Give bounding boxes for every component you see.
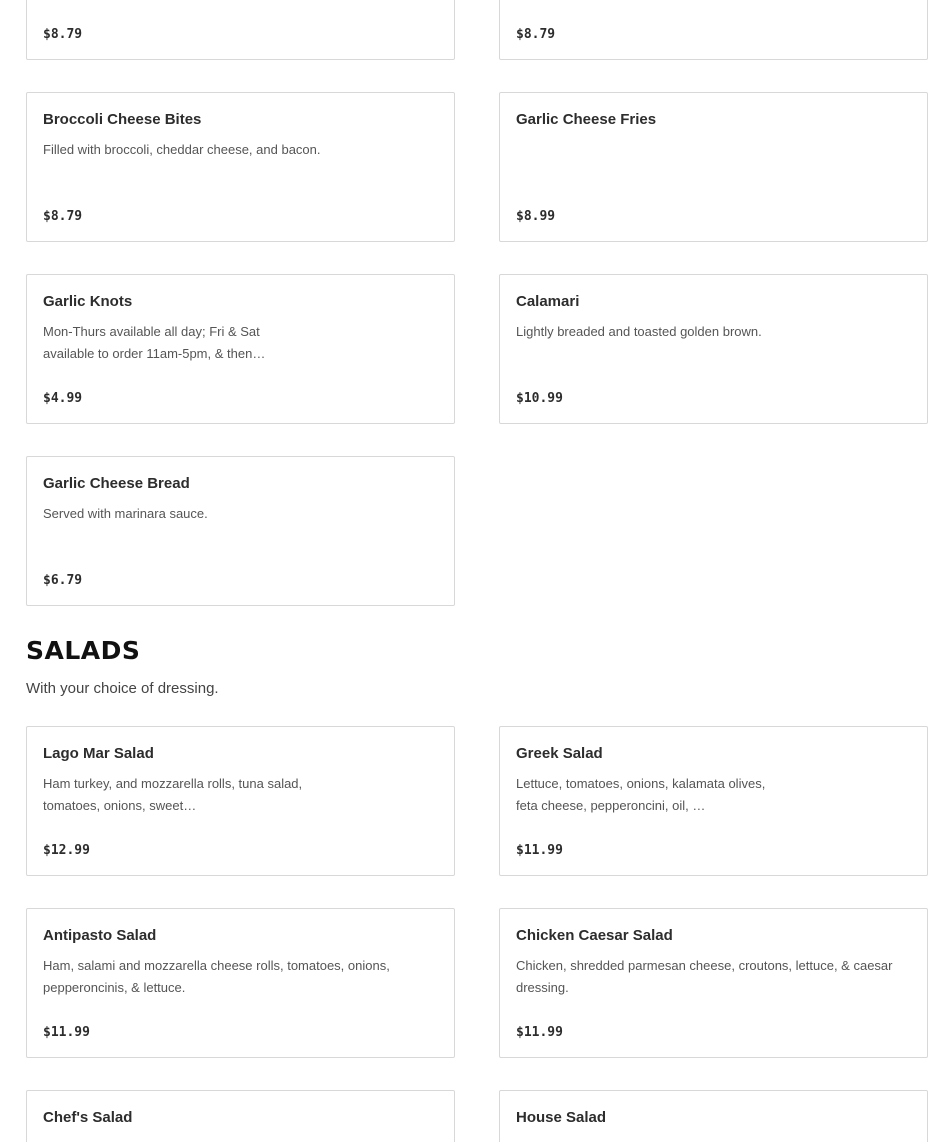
section-subtitle: With your choice of dressing. bbox=[26, 680, 219, 697]
menu-item-price: $8.99 bbox=[516, 209, 556, 224]
menu-item-greek-salad[interactable] bbox=[499, 726, 928, 876]
menu-item-price: $4.99 bbox=[43, 391, 83, 406]
menu-item-price: $8.79 bbox=[43, 209, 83, 224]
menu-item-name: House Salad bbox=[516, 1109, 607, 1126]
menu-item-house-salad[interactable] bbox=[499, 1090, 928, 1142]
menu-item-price: $8.79 bbox=[516, 27, 556, 42]
menu-item-name: Lago Mar Salad bbox=[43, 745, 154, 762]
menu-item-garlic-cheese-bread[interactable] bbox=[26, 456, 455, 606]
menu-item-name: Garlic Cheese Fries bbox=[516, 111, 657, 128]
menu-item-price: $11.99 bbox=[43, 1025, 90, 1040]
menu-item-name: Greek Salad bbox=[516, 745, 603, 762]
menu-item-name: Chef's Salad bbox=[43, 1109, 133, 1126]
menu-item-lago-mar-salad[interactable] bbox=[26, 726, 455, 876]
menu-item-description: Served with marinara sauce. bbox=[43, 506, 208, 521]
menu-item-description: Chicken, shredded parmesan cheese, croutons, lettuce, & caesar dressing. bbox=[516, 958, 893, 995]
menu-item-name: Calamari bbox=[516, 293, 580, 310]
menu-item-description: Lettuce, tomatoes, onions, kalamata olives, feta cheese, pepperoncini, oil, … bbox=[516, 776, 766, 813]
menu-item-calamari[interactable] bbox=[499, 274, 928, 424]
menu-item-garlic-knots[interactable] bbox=[26, 274, 455, 424]
menu-item-price: $6.79 bbox=[43, 573, 83, 588]
menu-item-garlic-cheese-fries[interactable] bbox=[499, 92, 928, 242]
menu-item-description: Lightly breaded and toasted golden brown. bbox=[516, 324, 762, 339]
menu-item-name: Antipasto Salad bbox=[43, 927, 157, 944]
menu-item-price: $11.99 bbox=[516, 843, 563, 858]
menu-item-description: Ham turkey, and mozzarella rolls, tuna salad, tomatoes, onions, sweet… bbox=[43, 776, 303, 813]
section-title: SALADS bbox=[26, 636, 141, 665]
menu-item-card[interactable] bbox=[499, 0, 928, 60]
menu-item-price: $8.79 bbox=[43, 27, 83, 42]
menu-item-description: Filled with broccoli, cheddar cheese, and bacon. bbox=[43, 142, 321, 157]
menu-item-name: Garlic Cheese Bread bbox=[43, 475, 190, 492]
menu-item-name: Garlic Knots bbox=[43, 293, 133, 310]
menu-item-card[interactable] bbox=[26, 0, 455, 60]
menu-item-broccoli-cheese-bites[interactable] bbox=[26, 92, 455, 242]
menu-item-chicken-caesar-salad[interactable] bbox=[499, 908, 928, 1058]
menu-item-antipasto-salad[interactable] bbox=[26, 908, 455, 1058]
menu-item-description: Ham, salami and mozzarella cheese rolls, tomatoes, onions, pepperoncinis, & lettuce. bbox=[43, 958, 390, 995]
menu-item-chefs-salad[interactable] bbox=[26, 1090, 455, 1142]
menu-item-name: Chicken Caesar Salad bbox=[516, 927, 673, 944]
menu-item-description: Mon-Thurs available all day; Fri & Sat available to order 11am-5pm, & then… bbox=[43, 324, 266, 361]
menu-item-price: $11.99 bbox=[516, 1025, 563, 1040]
menu-item-price: $10.99 bbox=[516, 391, 563, 406]
menu-item-price: $12.99 bbox=[43, 843, 90, 858]
menu-item-name: Broccoli Cheese Bites bbox=[43, 111, 202, 128]
